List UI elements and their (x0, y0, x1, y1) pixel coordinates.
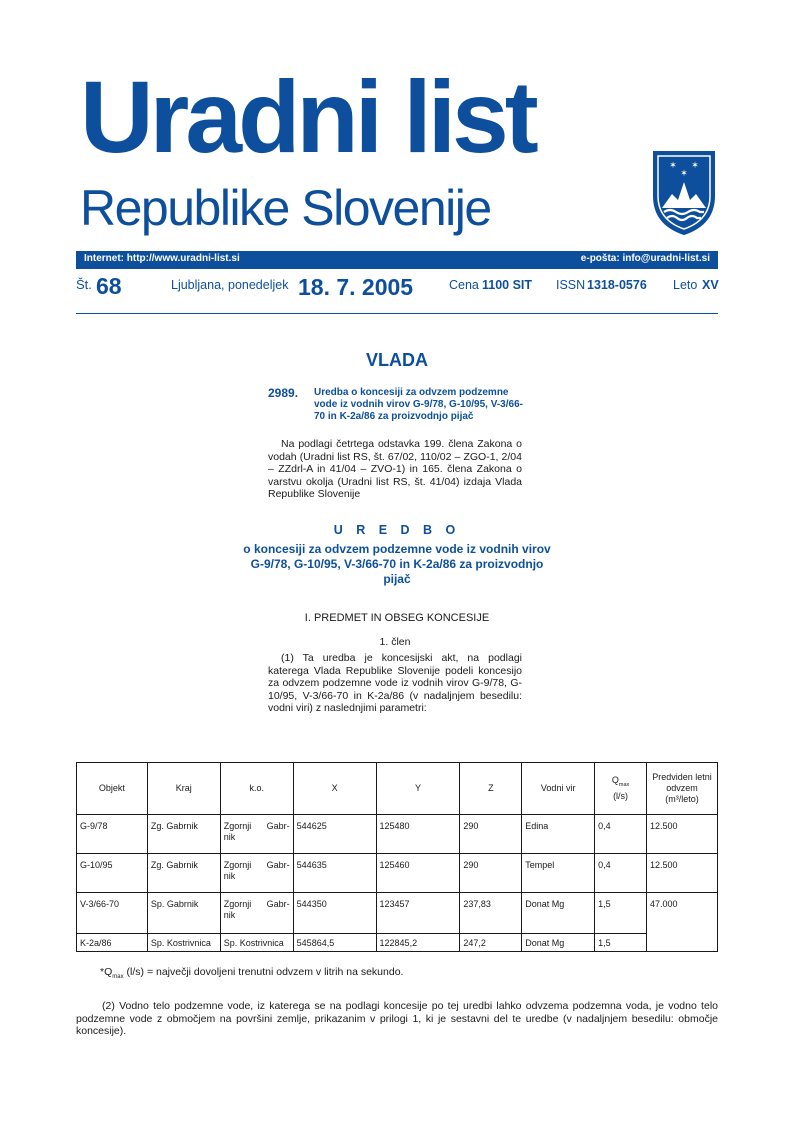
header-x: X (293, 763, 376, 815)
year-value: XV (702, 278, 719, 292)
header-ko: k.o. (220, 763, 293, 815)
cell-kraj: Sp. Gabrnik (147, 893, 220, 934)
issue-info-row (76, 274, 718, 308)
cell-ko-line (224, 860, 290, 871)
cell-kraj: Sp. Kostrivnica (147, 934, 220, 952)
header-predviden (647, 763, 718, 815)
cell-kraj: Zg. Gabrnik (147, 854, 220, 893)
cell-z: 290 (460, 854, 522, 893)
cell-ko-part: Gabr- (266, 899, 290, 909)
paragraph-2: (2) Vodno telo podzemne vode, iz katerega se na podlagi koncesije po tej uredbi lahko odvzema podzemna voda, je vodno telo podzemne vode z območjem na površini zemlje, prikazanim v prilogi 1, ki je sestavni del te uredbe (v nadaljnjem besedilu: območje koncesije). (76, 1000, 718, 1037)
cell-pred-merged: 47.000 (647, 893, 718, 952)
cell-q: 1,5 (595, 893, 647, 934)
cell-kraj: Zg. Gabrnik (147, 815, 220, 854)
footnote-text: (l/s) = največji dovoljeni trenutni odvzem v litrih na sekundo. (126, 966, 404, 978)
decree-title: U R E D B O (333, 523, 461, 537)
cell-ko (220, 893, 293, 934)
cell-vir: Edina (522, 815, 595, 854)
table-row (77, 934, 718, 952)
cell-q: 1,5 (595, 934, 647, 952)
coat-of-arms-icon (650, 150, 718, 236)
footnote-prefix: *Q (100, 966, 113, 978)
masthead-divider (76, 313, 718, 314)
issue-number: 68 (96, 273, 122, 299)
cell-x: 545864,5 (293, 934, 376, 952)
section-heading: VLADA (366, 350, 428, 370)
year-label: Leto (673, 278, 698, 292)
header-q: Q (611, 775, 619, 786)
email-link[interactable]: e-pošta: info@uradni-list.si (580, 253, 710, 264)
table-footnote (100, 966, 403, 980)
table-row (77, 893, 718, 934)
issn-value: 1318-0576 (587, 278, 647, 292)
cell-q: 0,4 (595, 854, 647, 893)
price-label: Cena (449, 278, 479, 292)
header-pred-2: odvzem (666, 783, 698, 793)
issue-place-day: Ljubljana, ponedeljek (171, 278, 289, 292)
cell-ko-part: Zgornji (223, 899, 252, 909)
cell-y: 125460 (376, 854, 460, 893)
article-number: 2989. (268, 386, 299, 400)
table-header-row (77, 763, 718, 815)
header-z: Z (460, 763, 522, 815)
header-vodni-vir: Vodni vir (522, 763, 595, 815)
article-title: Uredba o koncesiji za odvzem podzemne vode iz vodnih virov G-9/78, G-10/95, V-3/66-70 in K-2a/86 za proizvodnjo pijač (314, 387, 523, 422)
cell-pred: 12.500 (647, 815, 718, 854)
cell-vir: Donat Mg (522, 893, 595, 934)
cell-z: 290 (460, 815, 522, 854)
cell-ko-part: Zgornji (223, 860, 252, 870)
masthead-contact-bar (76, 251, 718, 269)
svg-text:✶: ✶ (669, 161, 677, 171)
svg-text:✶: ✶ (691, 161, 699, 171)
cell-ko (220, 854, 293, 893)
cell-ko-part: Gabr- (266, 821, 290, 831)
svg-text:✶: ✶ (680, 169, 688, 179)
header-y: Y (376, 763, 460, 815)
cell-y: 125480 (376, 815, 460, 854)
cell-y: 123457 (376, 893, 460, 934)
cell-objekt: G-9/78 (77, 815, 148, 854)
issue-prefix: Št. (76, 277, 92, 292)
header-q-unit: (l/s) (613, 790, 629, 801)
article-clause-heading: 1. člen (379, 636, 411, 648)
cell-ko (220, 815, 293, 854)
header-pred-3: (m³/leto) (665, 794, 699, 804)
cell-ko-part: Gabr- (266, 860, 290, 870)
cell-z: 247,2 (460, 934, 522, 952)
cell-vir: Donat Mg (522, 934, 595, 952)
cell-ko-line (224, 899, 290, 910)
cell-vir: Tempel (522, 854, 595, 893)
cell-x: 544635 (293, 854, 376, 893)
cell-y: 122845,2 (376, 934, 460, 952)
cell-ko-line (224, 821, 290, 832)
table-row (77, 854, 718, 893)
cell-objekt: V-3/66-70 (77, 893, 148, 934)
price-value: 1100 SIT (482, 278, 533, 292)
cell-objekt: K-2a/86 (77, 934, 148, 952)
table-row (77, 815, 718, 854)
cell-x: 544350 (293, 893, 376, 934)
header-qmax (595, 763, 647, 815)
article-intro: Na podlagi četrtega odstavka 199. člena Zakona o vodah (Uradni list RS, št. 67/02, 110/02 – ZGO-1, 2/04 – ZZdrl-A in 41/04 – ZVO-1) in 165. člena Zakona o varstvu okolja (Uradni list RS, št. 41/04) izdaja Vlada Republike Slovenije (268, 438, 522, 500)
cell-x: 544625 (293, 815, 376, 854)
cell-objekt: G-10/95 (77, 854, 148, 893)
header-objekt: Objekt (77, 763, 148, 815)
internet-link[interactable]: Internet: http://www.uradni-list.si (84, 253, 240, 264)
cell-ko-part: Zgornji (223, 821, 252, 831)
issn-label: ISSN (556, 278, 586, 292)
cell-ko: Sp. Kostrivnica (220, 934, 293, 952)
cell-pred: 12.500 (647, 854, 718, 893)
header-pred-1: Predviden letni (652, 772, 712, 782)
cell-q: 0,4 (595, 815, 647, 854)
decree-subtitle: o koncesiji za odvzem podzemne vode iz vodnih virov G-9/78, G-10/95, V-3/66-70 in K-2a/86 za proizvodnjo pijač (243, 542, 551, 586)
cell-ko-line: nik (223, 871, 236, 881)
paragraph-1: (1) Ta uredba je koncesijski akt, na podlagi katerega Vlada Republike Slovenije podeli koncesijo za odvzem podzemne vode iz vodnih virov G-9/78, G-10/95, V-3/66-70 in K-2a/86 (v nadaljnjem besedilu: vodni viri) z naslednjimi parametri: (268, 652, 522, 714)
masthead-subtitle: Republike Slovenije (80, 180, 491, 236)
cell-ko-line: nik (223, 832, 236, 842)
footnote-sub: max (112, 974, 124, 981)
header-kraj: Kraj (147, 763, 220, 815)
issue-date: 18. 7. 2005 (298, 274, 414, 300)
cell-z: 237,83 (460, 893, 522, 934)
header-q-sub: max (618, 781, 630, 788)
chapter-heading: I. PREDMET IN OBSEG KONCESIJE (304, 612, 490, 624)
concession-table (76, 762, 718, 952)
masthead-title: Uradni list (80, 60, 535, 174)
cell-ko-line: nik (223, 910, 236, 920)
